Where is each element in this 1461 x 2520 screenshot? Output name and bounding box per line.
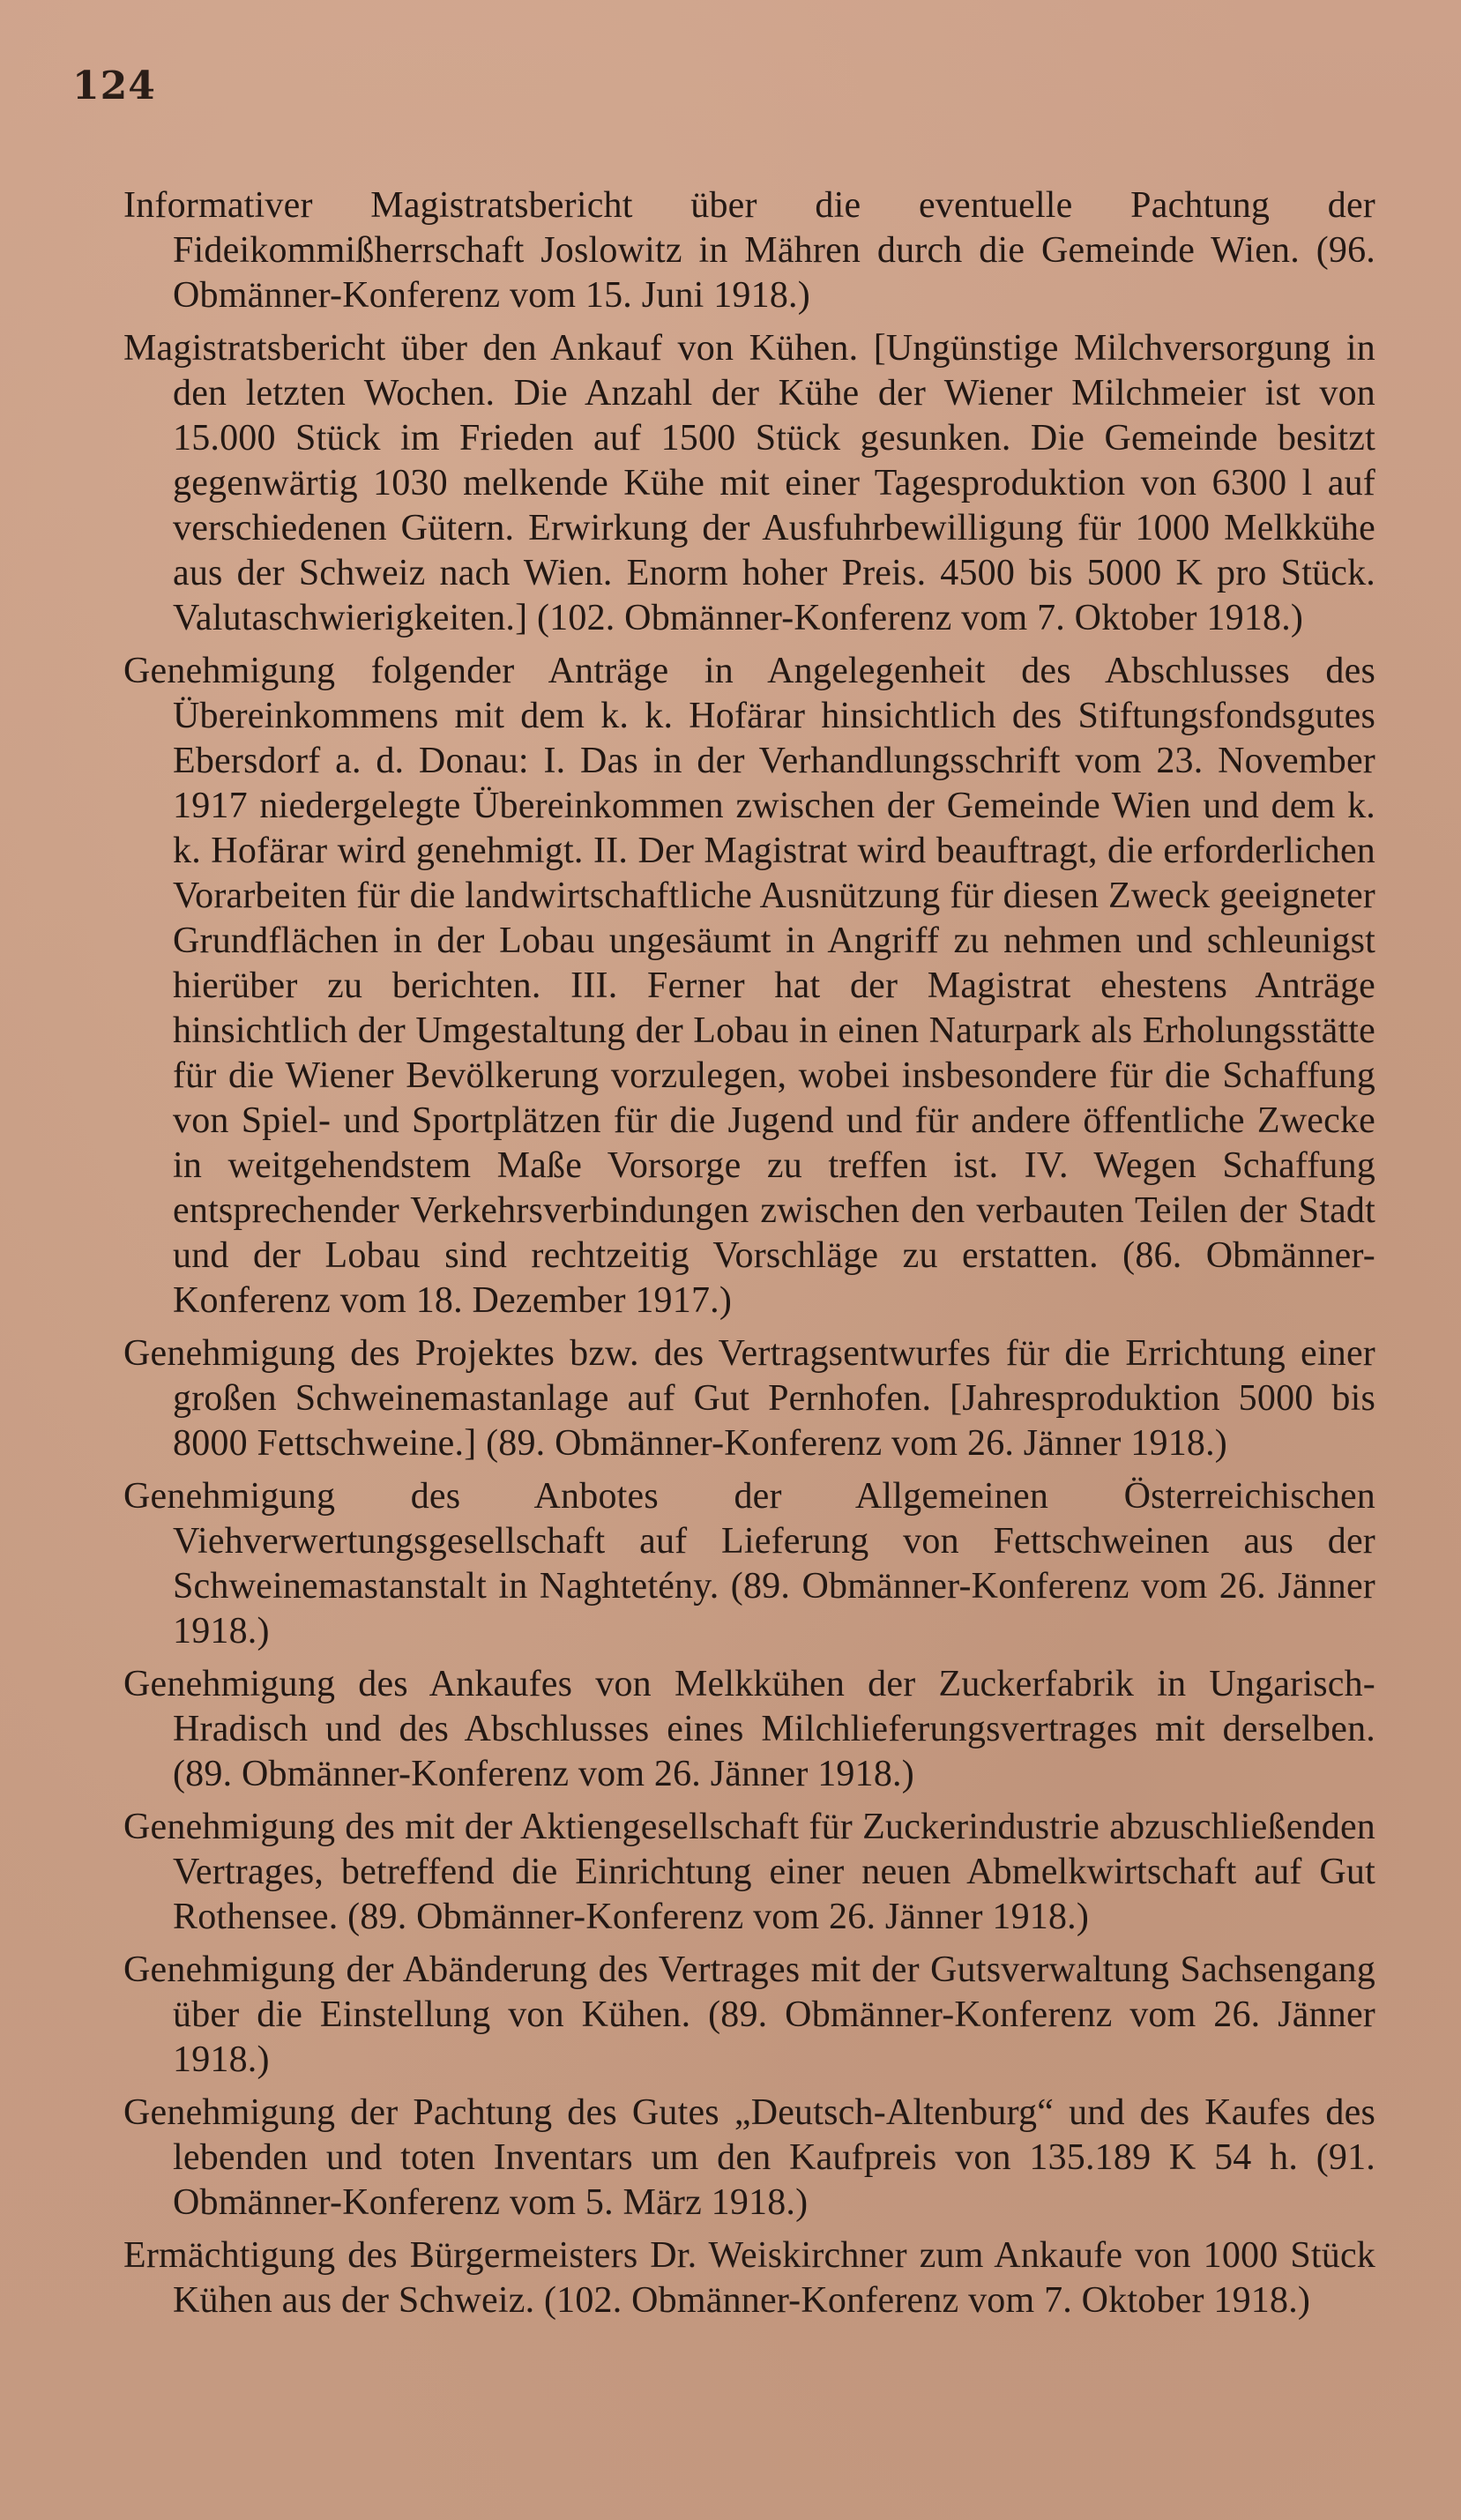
list-item: Genehmigung des Projektes bzw. des Vertragsentwurfes für die Errichtung einer großen Schweinemastanlage auf Gut Pernhofen. [Jahresproduktion 5000 bis 8000 Fettschweine.] (89. Obmänner-Konferenz vom 26. Jänner 1918.) xyxy=(123,1333,1375,1464)
list-item: Genehmigung der Abänderung des Vertrages mit der Gutsverwaltung Sachsengang über die Einstellung von Kühen. (89. Obmänner-Konferenz vom 26. Jänner 1918.) xyxy=(123,1950,1375,2080)
list-item: Genehmigung folgender Anträge in Angelegenheit des Abschlusses des Übereinkommens mit dem k. k. Hofärar hinsichtlich des Stiftungsfondsgutes Ebersdorf a. d. Donau: I. Das in der Verhandlungsschrift vom 23. November 1917 niedergelegte Übereinkommen zwischen der Gemeinde Wien und dem k. k. Hofärar wird genehmigt. II. Der Magistrat wird beauftragt, die erforderlichen Vorarbeiten für die landwirtschaftliche Ausnützung für diesen Zweck geeigneter Grundflächen in der Lobau ungesäumt in Angriff zu nehmen und schleunigst hierüber zu berichten. III. Ferner hat der Magistrat ehestens Anträge hinsichtlich der Umgestaltung der Lobau in einen Naturpark als Erholungsstätte für die Wiener Bevölkerung vorzulegen, wobei insbesondere für die Schaffung von Spiel- und Sportplätzen für die Jugend und für andere öffentliche Zwecke in weitgehendstem Maße Vorsorge zu treffen ist. IV. Wegen Schaffung entsprechender Verkehrsverbindungen zwischen den verbauten Teilen der Stadt und der Lobau sind rechtzeitig Vorschläge zu erstatten. (86. Obmänner-Konferenz vom 18. Dezember 1917.) xyxy=(123,651,1375,1321)
list-item: Informativer Magistratsbericht über die eventuelle Pachtung der Fideikommißherrschaft Joslowitz in Mähren durch die Gemeinde Wien. (96. Obmänner-Konferenz vom 15. Juni 1918.) xyxy=(123,185,1375,316)
list-item: Genehmigung des Anbotes der Allgemeinen Österreichischen Viehverwertungsgesellschaft auf Lieferung von Fettschweinen aus der Schweinemastanstalt in Naghtetény. (89. Obmänner-Konferenz vom 26. Jänner 1918.) xyxy=(123,1476,1375,1651)
list-item: Genehmigung des mit der Aktiengesellschaft für Zuckerindustrie abzuschließenden Vertrages, betreffend die Einrichtung einer neuen Abmelkwirtschaft auf Gut Rothensee. (89. Obmänner-Konferenz vom 26. Jänner 1918.) xyxy=(123,1807,1375,1937)
page-number: 124 xyxy=(72,63,156,108)
list-item: Genehmigung des Ankaufes von Melkkühen der Zuckerfabrik in Ungarisch-Hradisch und des Abschlusses eines Milchlieferungsvertrages mit derselben. (89. Obmänner-Konferenz vom 26. Jänner 1918.) xyxy=(123,1664,1375,1794)
entry-list xyxy=(123,183,1375,2331)
list-item: Genehmigung der Pachtung des Gutes „Deutsch-Altenburg“ und des Kaufes des lebenden und toten Inventars um den Kaufpreis von 135.189 K 54 h. (91. Obmänner-Konferenz vom 5. März 1918.) xyxy=(123,2092,1375,2223)
list-item: Magistratsbericht über den Ankauf von Kühen. [Ungünstige Milchversorgung in den letzten Wochen. Die Anzahl der Kühe der Wiener Milchmeier ist von 15.000 Stück im Frieden auf 1500 Stück gesunken. Die Gemeinde besitzt gegenwärtig 1030 melkende Kühe mit einer Tagesproduktion von 6300 l auf verschiedenen Gütern. Erwirkung der Ausfuhrbewilligung für 1000 Melkkühe aus der Schweiz nach Wien. Enorm hoher Preis. 4500 bis 5000 K pro Stück. Valutaschwierigkeiten.] (102. Obmänner-Konferenz vom 7. Oktober 1918.) xyxy=(123,328,1375,638)
list-item: Ermächtigung des Bürgermeisters Dr. Weiskirchner zum Ankaufe von 1000 Stück Kühen aus der Schweiz. (102. Obmänner-Konferenz vom 7. Oktober 1918.) xyxy=(123,2235,1375,2321)
